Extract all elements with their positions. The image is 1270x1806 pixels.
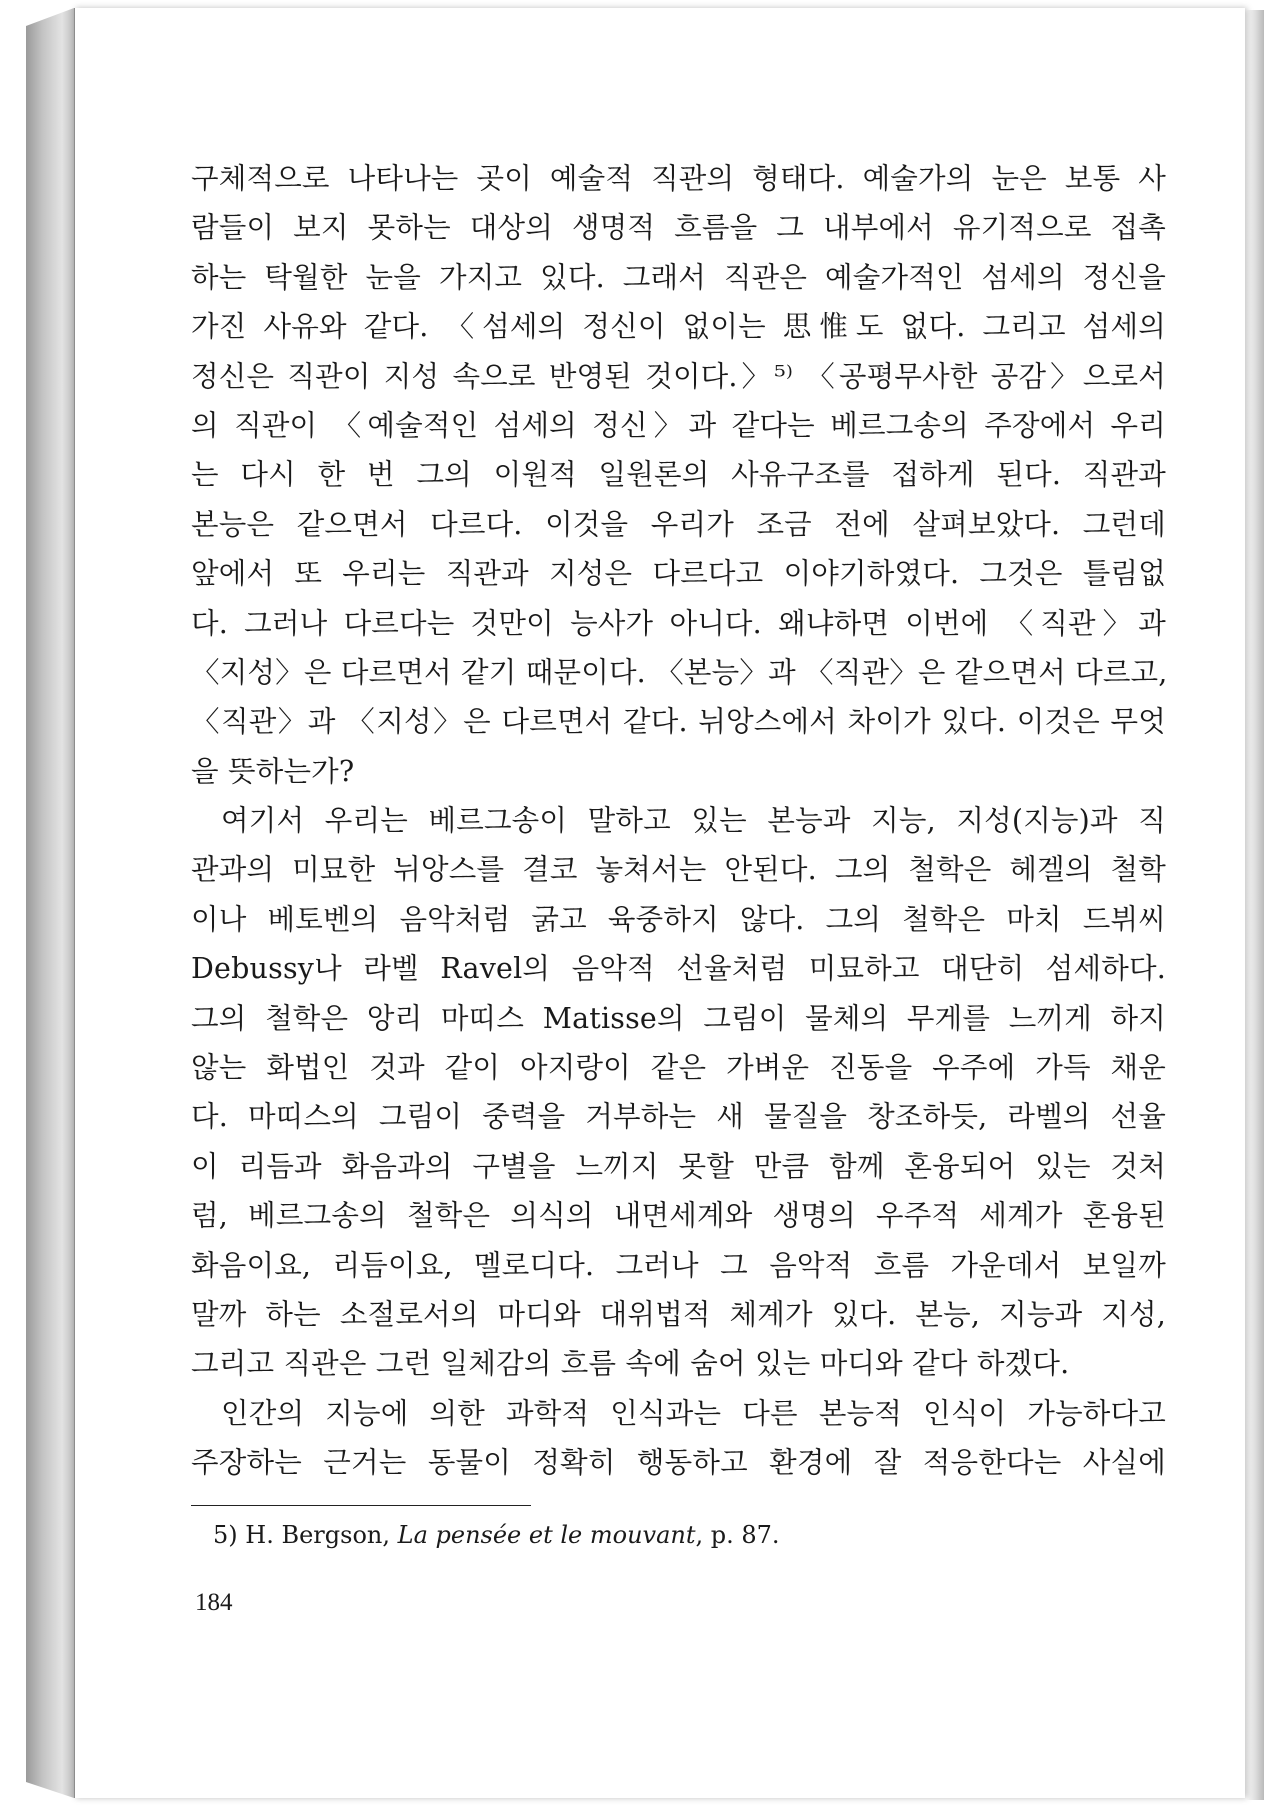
text-line: 〈직관〉과 〈지성〉은 다르면서 같다. 뉘앙스에서 차이가 있다. 이것은 무엇 [191, 705, 1166, 739]
text-line: 그의 철학은 앙리 마띠스 Matisse의 그림이 물체의 무게를 느끼게 하지 [191, 1001, 1166, 1035]
footnote-title: La pensée et le mouvant [397, 1521, 696, 1549]
text-line: 그리고 직관은 그런 일체감의 흐름 속에 숨어 있는 마디와 같다 하겠다. [191, 1347, 1070, 1381]
book-page [74, 8, 1245, 1798]
text-line: 인간의 지능에 의한 과학적 인식과는 다른 본능적 인식이 가능하다고 [221, 1396, 1166, 1430]
text-line: 〈지성〉은 다르면서 같기 때문이다. 〈본능〉과 〈직관〉은 같으면서 다르고, [191, 655, 1168, 689]
text-line: 하는 탁월한 눈을 가지고 있다. 그래서 직관은 예술가적인 섬세의 정신을 [191, 260, 1166, 294]
page-right-edge [1246, 10, 1264, 1800]
footnote-marker: 5) [213, 1521, 238, 1549]
footnote-page: , p. 87. [695, 1521, 780, 1549]
footnote-divider [191, 1505, 531, 1506]
text-line: Debussy나 라벨 Ravel의 음악적 선율처럼 미묘하고 대단히 섬세하다. [191, 952, 1166, 986]
text-line: 화음이요, 리듬이요, 멜로디다. 그러나 그 음악적 흐름 가운데서 보일까 [191, 1248, 1166, 1282]
text-line: 말까 하는 소절로서의 마디와 대위법적 체계가 있다. 본능, 지능과 지성, [191, 1297, 1166, 1331]
text-line: 않는 화법인 것과 같이 아지랑이 같은 가벼운 진동을 우주에 가득 채운 [191, 1051, 1166, 1085]
text-line: 을 뜻하는가? [191, 754, 355, 788]
text-line: 정신은 직관이 지성 속으로 반영된 것이다.〉⁵⁾ 〈공평무사한 공감〉으로서 [191, 359, 1166, 393]
text-line: 다. 마띠스의 그림이 중력을 거부하는 새 물질을 창조하듯, 라벨의 선율 [191, 1100, 1166, 1134]
text-line: 여기서 우리는 베르그송이 말하고 있는 본능과 지능, 지성(지능)과 직 [221, 804, 1166, 838]
text-line: 관과의 미묘한 뉘앙스를 결코 놓쳐서는 안된다. 그의 철학은 헤겔의 철학 [191, 853, 1166, 887]
text-line: 가진 사유와 같다. 〈섬세의 정신이 없이는 思惟도 없다. 그리고 섬세의 [191, 310, 1166, 344]
text-line: 럼, 베르그송의 철학은 의식의 내면세계와 생명의 우주적 세계가 혼융된 [191, 1199, 1166, 1233]
text-line: 앞에서 또 우리는 직관과 지성은 다르다고 이야기하였다. 그것은 틀림없 [191, 557, 1166, 591]
text-line: 의 직관이 〈예술적인 섬세의 정신〉과 같다는 베르그송의 주장에서 우리 [191, 408, 1166, 442]
footnote-author: H. Bergson, [245, 1521, 390, 1549]
text-line: 다. 그러나 다르다는 것만이 능사가 아니다. 왜냐하면 이번에 〈직관〉과 [191, 606, 1166, 640]
text-line: 는 다시 한 번 그의 이원적 일원론의 사유구조를 접하게 된다. 직관과 [191, 458, 1166, 492]
text-line: 이나 베토벤의 음악처럼 굵고 육중하지 않다. 그의 철학은 마치 드뷔씨 [191, 902, 1166, 936]
body-text [191, 154, 1166, 1488]
page-number: 184 [195, 1589, 233, 1616]
book-page-edges [26, 8, 74, 1798]
text-line: 주장하는 근거는 동물이 정확히 행동하고 환경에 잘 적응한다는 사실에 [191, 1446, 1166, 1480]
text-line: 람들이 보지 못하는 대상의 생명적 흐름을 그 내부에서 유기적으로 접촉 [191, 211, 1166, 245]
text-line: 본능은 같으면서 다르다. 이것을 우리가 조금 전에 살펴보았다. 그런데 [191, 507, 1166, 541]
text-line: 이 리듬과 화음과의 구별을 느끼지 못할 만큼 함께 혼융되어 있는 것처 [191, 1149, 1166, 1183]
text-line: 구체적으로 나타나는 곳이 예술적 직관의 형태다. 예술가의 눈은 보통 사 [191, 162, 1166, 195]
footnote [213, 1520, 780, 1550]
